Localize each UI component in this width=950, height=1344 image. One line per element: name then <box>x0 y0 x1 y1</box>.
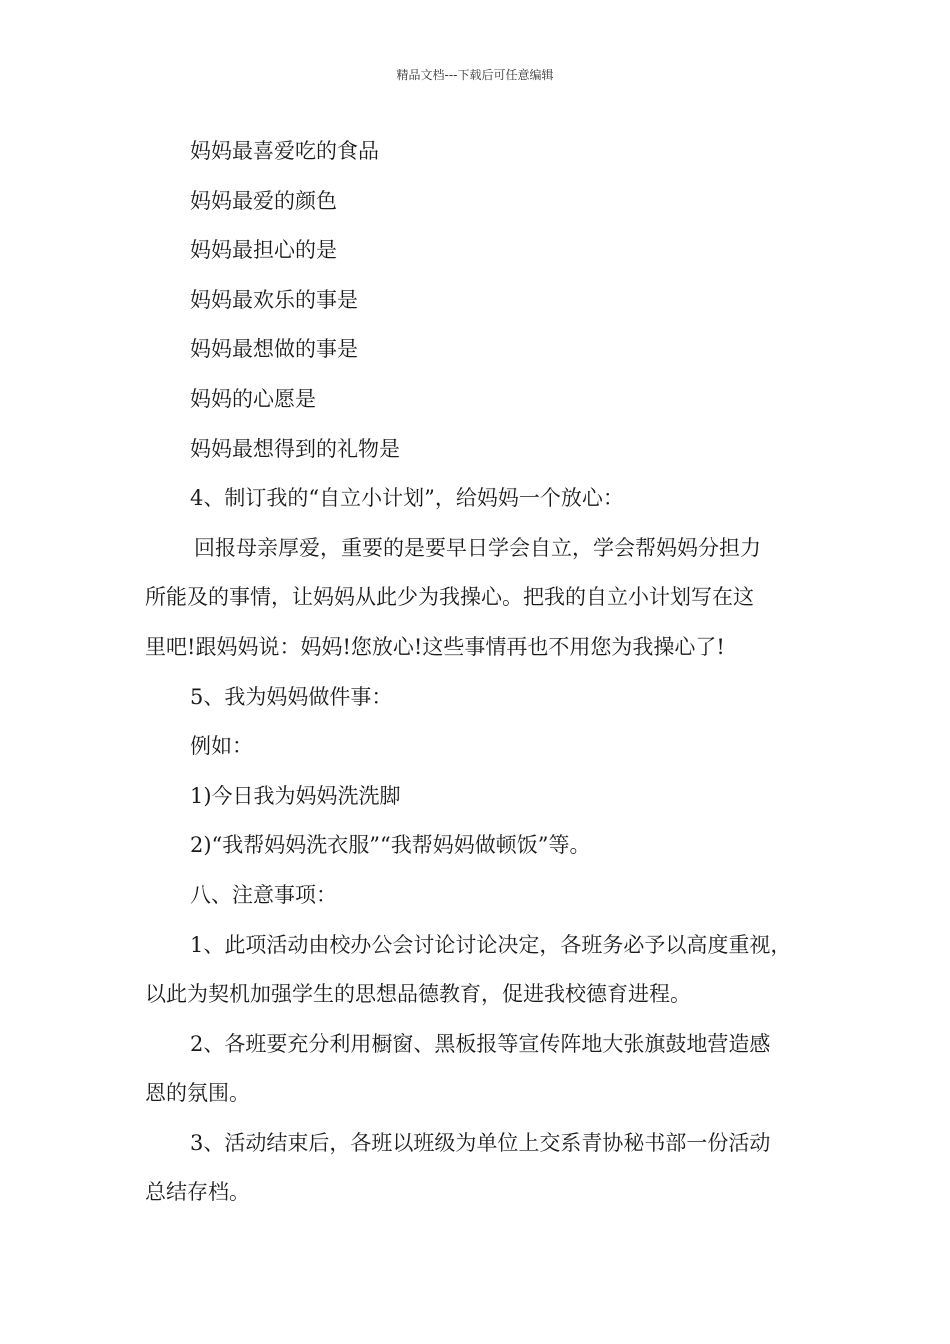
section-heading: 5、我为妈妈做件事： <box>190 684 393 709</box>
list-item: 1)今日我为妈妈洗洗脚 <box>190 783 401 808</box>
text-line: 妈妈最喜爱吃的食品 <box>190 139 379 163</box>
text-line: 妈妈最担心的是 <box>190 238 337 263</box>
paragraph-line: 总结存档。 <box>145 1180 250 1205</box>
section-heading: 八、注意事项： <box>190 882 337 907</box>
text-line: 妈妈最想做的事是 <box>190 337 358 362</box>
text-line: 妈妈最想得到的礼物是 <box>190 436 400 461</box>
paragraph-line: 里吧!跟妈妈说：妈妈!您放心!这些事情再也不用您为我操心了! <box>145 634 725 659</box>
section-heading: 4、制订我的“自立小计划”，给妈妈一个放心： <box>190 486 624 511</box>
paragraph-line: 以此为契机加强学生的思想品德教育，促进我校德育进程。 <box>145 982 691 1007</box>
paragraph-line: 1、此项活动由校办公会讨论讨论决定，各班务必予以高度重视， <box>190 932 792 957</box>
paragraph-line: 回报母亲厚爱，重要的是要早日学会自立，学会帮妈妈分担力 <box>194 535 761 560</box>
paragraph-line: 恩的氛围。 <box>145 1081 250 1106</box>
page-header: 精品文档---下载后可任意编辑 <box>396 68 554 82</box>
paragraph-line: 2、各班要充分利用橱窗、黑板报等宣传阵地大张旗鼓地营造感 <box>190 1031 771 1056</box>
text-line: 妈妈最欢乐的事是 <box>190 287 358 312</box>
text-line: 妈妈最爱的颜色 <box>190 188 337 213</box>
paragraph-line: 3、活动结束后，各班以班级为单位上交系青协秘书部一份活动 <box>190 1130 771 1155</box>
document-body <box>145 132 815 1223</box>
list-item: 2)“我帮妈妈洗衣服”“我帮妈妈做顿饭”等。 <box>190 833 591 858</box>
text-line: 妈妈的心愿是 <box>190 386 316 411</box>
text-line: 例如： <box>190 734 253 759</box>
paragraph-line: 所能及的事情，让妈妈从此少为我操心。把我的自立小计划写在这 <box>145 585 754 610</box>
